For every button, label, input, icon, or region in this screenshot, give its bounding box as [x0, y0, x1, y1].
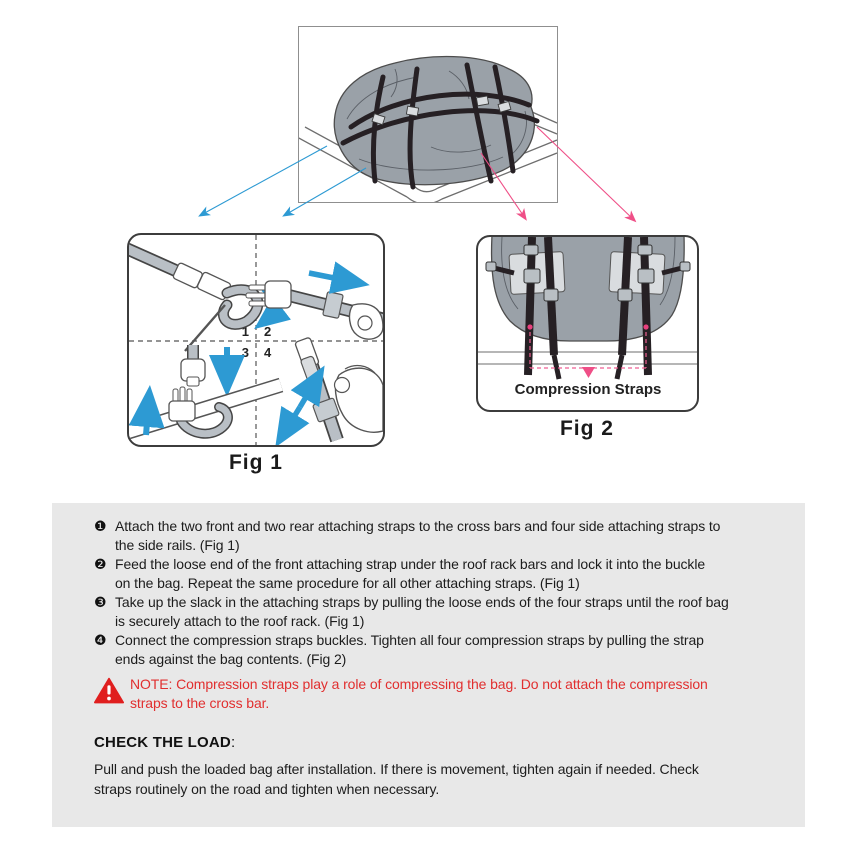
note-line-2: straps to the cross bar.: [130, 695, 270, 711]
instructions-panel: [52, 503, 805, 827]
step-item-3: [94, 593, 729, 631]
step-2-bullet: ❷: [94, 556, 107, 572]
fig2-panel: [476, 235, 699, 412]
quadrant-number: 4: [264, 345, 272, 360]
step-1-bullet: ❶: [94, 518, 107, 534]
step-4-line-2: ends against the bag contents. (Fig 2): [115, 651, 347, 667]
step-1-line-2: the side rails. (Fig 1): [115, 537, 240, 553]
note-line-1: NOTE: Compression straps play a role of compressing the bag. Do not attach the compression: [130, 676, 708, 692]
step-item-4: [94, 631, 729, 669]
fig2-illustration: [478, 237, 697, 410]
step-4-line-1: Connect the compression straps buckles. Tighten all four compression straps by pulling the strap: [115, 632, 704, 648]
compression-straps-label: Compression Straps: [514, 381, 662, 398]
step-item-1: [94, 517, 729, 555]
overview-figure: [298, 26, 558, 203]
fig1-q1-thread-buckle: [129, 247, 272, 351]
quadrant-number: 1: [241, 324, 249, 339]
check-load-paragraph: [94, 759, 699, 799]
fig1-caption: Fig 1: [228, 451, 283, 474]
roof-bag-illustration: [299, 27, 557, 202]
fig1-q4-tighten-strap: [281, 337, 383, 440]
step-4-bullet: ❹: [94, 632, 107, 648]
roof-rail-lines: [478, 352, 697, 364]
check-load-heading: CHECK THE LOAD:: [94, 734, 236, 751]
fig2-caption: Fig 2: [559, 417, 614, 440]
fig1-illustration: [129, 235, 383, 445]
step-3-line-1: Take up the slack in the attaching straps by pulling the loose ends of the four straps until the roof bag: [115, 594, 729, 610]
fig1-q3-clip-bar: [129, 345, 281, 435]
step-2-line-2: on the bag. Repeat the same procedure for all other attaching straps. (Fig 1): [115, 575, 580, 591]
quadrant-number: 2: [264, 324, 272, 339]
check-load-line-1: Pull and push the loaded bag after installation. If there is movement, tighten again if needed. Check: [94, 761, 699, 777]
step-item-2: [94, 555, 729, 593]
compression-note: [94, 675, 708, 713]
step-2-line-1: Feed the loose end of the front attaching strap under the roof rack bars and lock it into the buckle: [115, 556, 706, 572]
step-3-line-2: is securely attach to the roof rack. (Fig 1): [115, 613, 365, 629]
installation-steps: [94, 517, 729, 669]
step-3-bullet: ❸: [94, 594, 107, 610]
quadrant-number: 3: [241, 345, 249, 360]
step-1-line-1: Attach the two front and two rear attaching straps to the cross bars and four side attaching straps to: [115, 518, 721, 534]
warning-triangle-icon: [94, 675, 130, 705]
fig1-panel: [127, 233, 385, 447]
check-load-line-2: straps routinely on the road and tighten when necessary.: [94, 781, 440, 797]
